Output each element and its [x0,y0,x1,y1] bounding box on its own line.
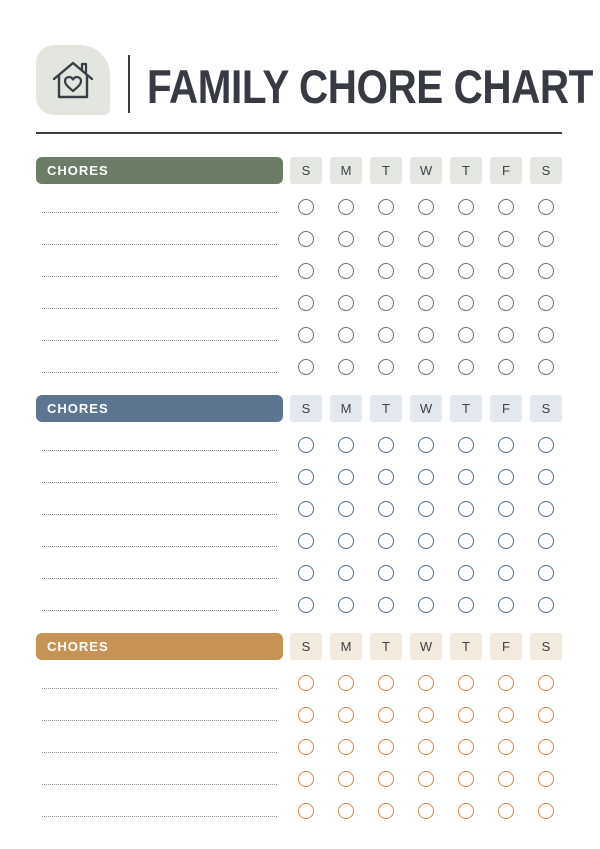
checkbox-circle[interactable] [298,199,314,215]
day-header: W [410,157,442,184]
chore-entry-line[interactable] [42,372,277,373]
checkbox-circle[interactable] [378,295,394,311]
checkbox-circle[interactable] [418,359,434,375]
checkbox-circle[interactable] [538,199,554,215]
checkbox-circle[interactable] [538,263,554,279]
checkbox-circle[interactable] [298,327,314,343]
checkbox-circle[interactable] [498,199,514,215]
checkbox-circle[interactable] [458,707,474,723]
checkbox-circle[interactable] [418,565,434,581]
checkbox-circle[interactable] [418,707,434,723]
checkbox-circle[interactable] [498,565,514,581]
checkbox-circle[interactable] [538,501,554,517]
checkbox-circle[interactable] [538,437,554,453]
checkbox-circle[interactable] [538,327,554,343]
checkbox-circle[interactable] [338,327,354,343]
checkbox-circle[interactable] [538,469,554,485]
day-header: M [330,395,362,422]
checkbox-circle[interactable] [458,565,474,581]
chore-entry-line[interactable] [42,450,277,451]
day-header: S [530,633,562,660]
day-header: F [490,395,522,422]
checkbox-circle[interactable] [498,263,514,279]
checkbox-circle[interactable] [458,327,474,343]
checkbox-circle[interactable] [498,231,514,247]
chore-entry-line[interactable] [42,784,277,785]
checkbox-circle[interactable] [378,263,394,279]
day-header: M [330,157,362,184]
chore-entry-line[interactable] [42,752,277,753]
checkbox-circle[interactable] [458,771,474,787]
checkbox-circle[interactable] [538,707,554,723]
checkbox-circle[interactable] [378,739,394,755]
checkbox-circle[interactable] [458,597,474,613]
checkbox-circle[interactable] [498,295,514,311]
checkbox-circle[interactable] [498,533,514,549]
chore-entry-line[interactable] [42,482,277,483]
checkbox-circle[interactable] [418,231,434,247]
checkbox-circle[interactable] [498,675,514,691]
checkbox-circle[interactable] [298,803,314,819]
chore-entry-line[interactable] [42,340,277,341]
chart-header [0,0,600,140]
checkbox-circle[interactable] [378,327,394,343]
checkbox-circle[interactable] [298,597,314,613]
checkbox-circle[interactable] [338,501,354,517]
checkbox-circle[interactable] [338,231,354,247]
day-header: M [330,633,362,660]
checkbox-circle[interactable] [418,739,434,755]
checkbox-circle[interactable] [498,469,514,485]
day-header: S [530,157,562,184]
checkbox-circle[interactable] [378,199,394,215]
day-header: S [290,633,322,660]
checkbox-circle[interactable] [458,675,474,691]
chore-entry-line[interactable] [42,816,277,817]
checkbox-circle[interactable] [538,533,554,549]
checkbox-circle[interactable] [458,295,474,311]
checkbox-circle[interactable] [418,597,434,613]
checkbox-circle[interactable] [418,771,434,787]
checkbox-circle[interactable] [418,469,434,485]
checkbox-circle[interactable] [298,675,314,691]
checkbox-circle[interactable] [298,359,314,375]
chore-entry-line[interactable] [42,244,277,245]
chore-entry-line[interactable] [42,610,277,611]
checkbox-circle[interactable] [538,359,554,375]
checkbox-circle[interactable] [498,803,514,819]
checkbox-circle[interactable] [498,359,514,375]
chores-header: CHORES [36,157,283,184]
checkbox-circle[interactable] [538,231,554,247]
checkbox-circle[interactable] [298,707,314,723]
checkbox-circle[interactable] [378,501,394,517]
chore-entry-line[interactable] [42,578,277,579]
day-header: W [410,395,442,422]
checkbox-circle[interactable] [458,469,474,485]
logo [36,45,110,115]
checkbox-circle[interactable] [378,803,394,819]
checkbox-circle[interactable] [498,771,514,787]
day-header: T [450,633,482,660]
checkbox-circle[interactable] [538,675,554,691]
checkbox-circle[interactable] [378,359,394,375]
checkbox-circle[interactable] [498,739,514,755]
checkbox-circle[interactable] [338,469,354,485]
checkbox-circle[interactable] [338,263,354,279]
chore-entry-line[interactable] [42,688,277,689]
checkbox-circle[interactable] [338,803,354,819]
page-title: FAMILY CHORE CHART [147,60,593,113]
checkbox-circle[interactable] [418,533,434,549]
checkbox-circle[interactable] [338,597,354,613]
checkbox-circle[interactable] [418,803,434,819]
checkbox-circle[interactable] [298,565,314,581]
checkbox-circle[interactable] [338,739,354,755]
checkbox-circle[interactable] [498,437,514,453]
day-header: F [490,157,522,184]
day-header: T [450,157,482,184]
checkbox-circle[interactable] [338,359,354,375]
checkbox-circle[interactable] [418,295,434,311]
checkbox-circle[interactable] [458,501,474,517]
day-header: T [370,633,402,660]
day-header: S [530,395,562,422]
day-header: W [410,633,442,660]
title-divider [128,55,130,113]
checkbox-circle[interactable] [418,263,434,279]
checkbox-circle[interactable] [378,565,394,581]
checkbox-circle[interactable] [378,597,394,613]
checkbox-circle[interactable] [338,675,354,691]
checkbox-circle[interactable] [418,327,434,343]
checkbox-circle[interactable] [298,533,314,549]
header-rule [36,132,562,134]
checkbox-circle[interactable] [458,803,474,819]
checkbox-circle[interactable] [458,359,474,375]
checkbox-circle[interactable] [458,199,474,215]
checkbox-circle[interactable] [418,437,434,453]
day-header: T [370,395,402,422]
house-heart-icon [50,59,96,101]
checkbox-circle[interactable] [418,501,434,517]
chore-entry-line[interactable] [42,720,277,721]
checkbox-circle[interactable] [298,295,314,311]
checkbox-circle[interactable] [498,707,514,723]
chore-entry-line[interactable] [42,308,277,309]
checkbox-circle[interactable] [338,199,354,215]
checkbox-circle[interactable] [338,437,354,453]
checkbox-circle[interactable] [538,565,554,581]
checkbox-circle[interactable] [298,469,314,485]
checkbox-circle[interactable] [458,437,474,453]
checkbox-circle[interactable] [418,675,434,691]
checkbox-circle[interactable] [378,231,394,247]
checkbox-circle[interactable] [378,469,394,485]
checkbox-circle[interactable] [298,771,314,787]
checkbox-circle[interactable] [538,739,554,755]
day-header: T [450,395,482,422]
chore-entry-line[interactable] [42,514,277,515]
checkbox-circle[interactable] [418,199,434,215]
checkbox-circle[interactable] [378,707,394,723]
checkbox-circle[interactable] [338,533,354,549]
checkbox-circle[interactable] [298,437,314,453]
checkbox-circle[interactable] [378,675,394,691]
checkbox-circle[interactable] [498,597,514,613]
day-header: F [490,633,522,660]
checkbox-circle[interactable] [458,263,474,279]
chores-header: CHORES [36,633,283,660]
checkbox-circle[interactable] [538,295,554,311]
checkbox-circle[interactable] [498,501,514,517]
checkbox-circle[interactable] [458,533,474,549]
checkbox-circle[interactable] [338,707,354,723]
checkbox-circle[interactable] [298,501,314,517]
checkbox-circle[interactable] [298,263,314,279]
day-header: S [290,157,322,184]
chore-entry-line[interactable] [42,546,277,547]
checkbox-circle[interactable] [298,231,314,247]
day-header: T [370,157,402,184]
checkbox-circle[interactable] [498,327,514,343]
checkbox-circle[interactable] [378,771,394,787]
checkbox-circle[interactable] [458,739,474,755]
checkbox-circle[interactable] [538,771,554,787]
checkbox-circle[interactable] [378,533,394,549]
day-header: S [290,395,322,422]
checkbox-circle[interactable] [338,295,354,311]
checkbox-circle[interactable] [378,437,394,453]
checkbox-circle[interactable] [458,231,474,247]
checkbox-circle[interactable] [538,803,554,819]
checkbox-circle[interactable] [538,597,554,613]
checkbox-circle[interactable] [338,565,354,581]
chore-entry-line[interactable] [42,276,277,277]
chores-header: CHORES [36,395,283,422]
checkbox-circle[interactable] [298,739,314,755]
checkbox-circle[interactable] [338,771,354,787]
chore-entry-line[interactable] [42,212,277,213]
